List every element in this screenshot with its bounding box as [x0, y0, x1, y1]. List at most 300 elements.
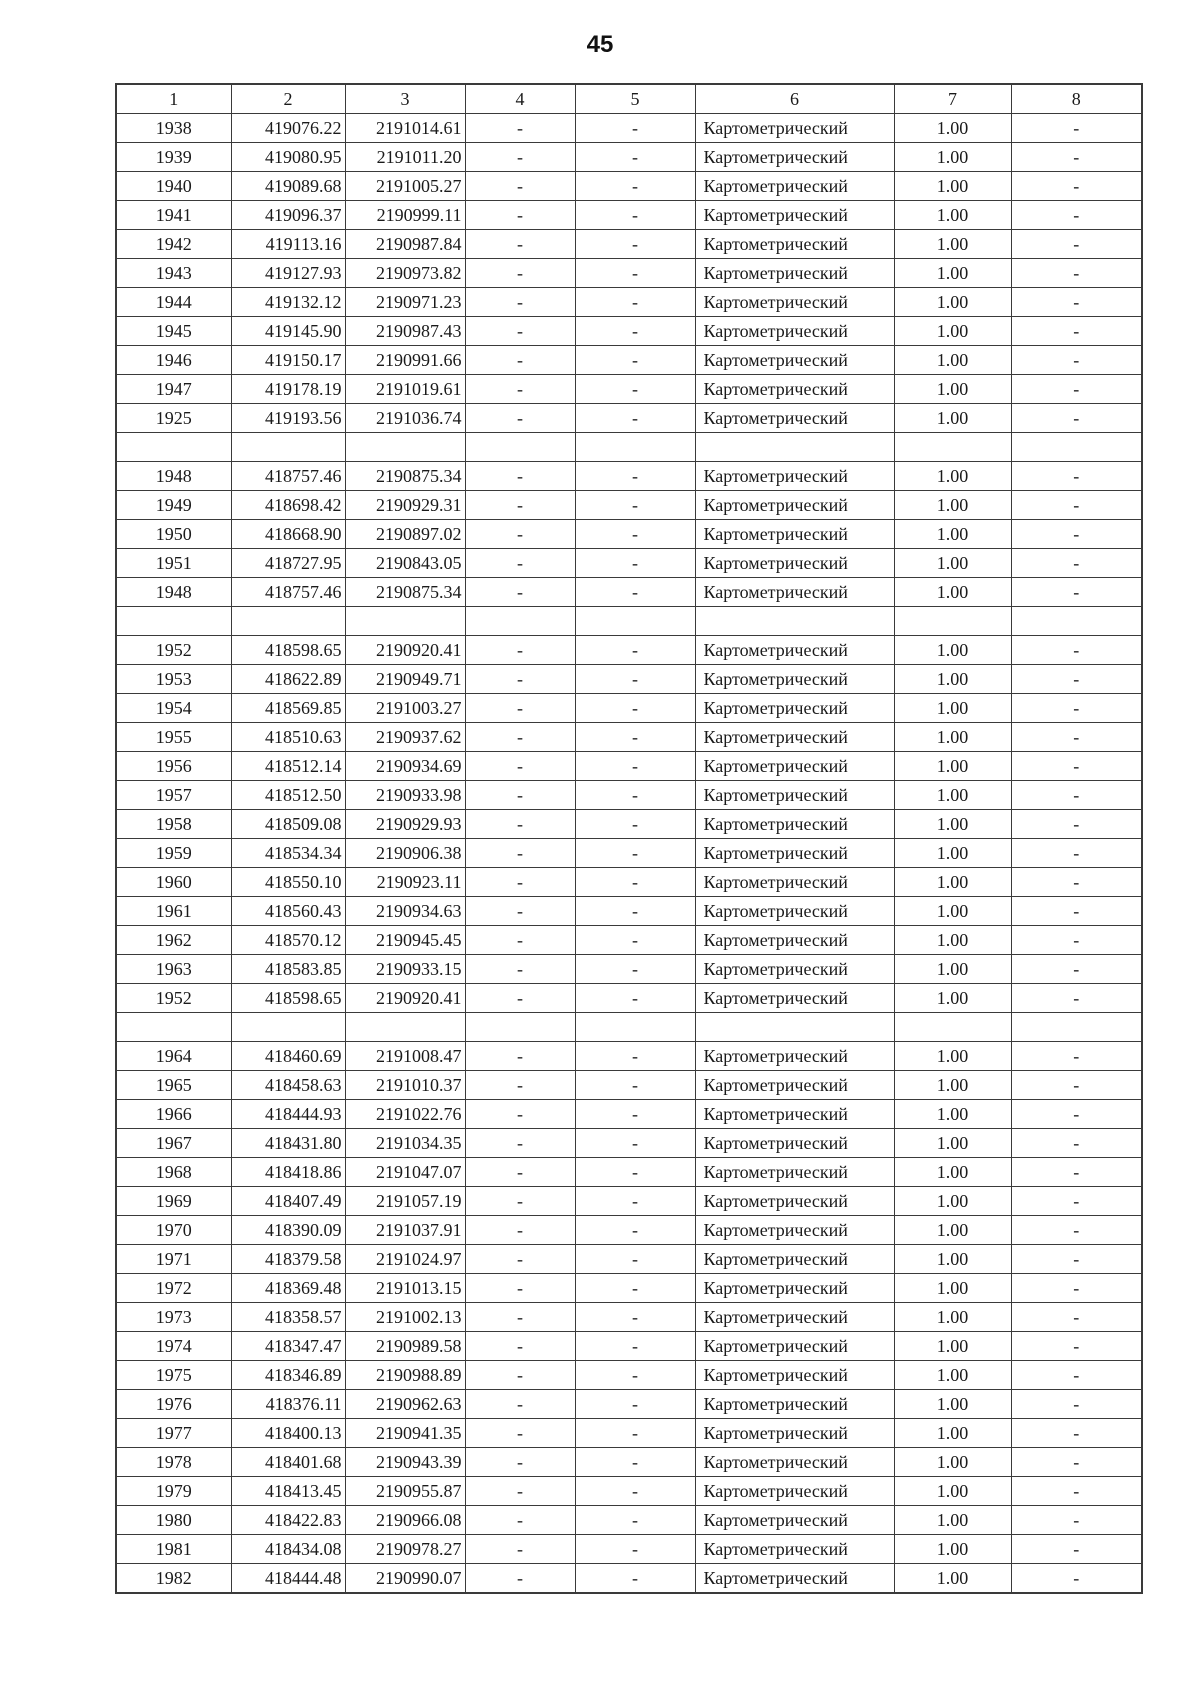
table-cell-col-8: -	[1011, 897, 1142, 926]
table-cell-col-8: -	[1011, 810, 1142, 839]
table-cell-col-1: 1959	[116, 839, 231, 868]
table-cell-col-6: Картометрический	[695, 143, 894, 172]
table-cell-col-2: 418512.50	[231, 781, 345, 810]
table-cell-col-5: -	[575, 984, 695, 1013]
table-cell-col-3: 2191013.15	[345, 1274, 465, 1303]
table-cell-empty	[695, 607, 894, 636]
table-row	[116, 1477, 1142, 1506]
table-separator-row	[116, 433, 1142, 462]
table-cell-col-4: -	[465, 230, 575, 259]
table-cell-col-4: -	[465, 1332, 575, 1361]
table-cell-col-1: 1960	[116, 868, 231, 897]
column-header-6: 6	[695, 84, 894, 114]
table-cell-col-7: 1.00	[894, 1303, 1011, 1332]
table-cell-col-3: 2191036.74	[345, 404, 465, 433]
table-cell-col-2: 419096.37	[231, 201, 345, 230]
table-cell-col-8: -	[1011, 491, 1142, 520]
table-cell-col-4: -	[465, 259, 575, 288]
table-cell-col-1: 1942	[116, 230, 231, 259]
table-row	[116, 955, 1142, 984]
table-cell-col-6: Картометрический	[695, 1361, 894, 1390]
table-cell-col-7: 1.00	[894, 201, 1011, 230]
table-cell-col-3: 2190937.62	[345, 723, 465, 752]
table-cell-col-7: 1.00	[894, 955, 1011, 984]
table-cell-col-6: Картометрический	[695, 375, 894, 404]
table-cell-col-4: -	[465, 1187, 575, 1216]
table-cell-col-6: Картометрический	[695, 1564, 894, 1594]
table-cell-col-7: 1.00	[894, 346, 1011, 375]
table-cell-col-7: 1.00	[894, 230, 1011, 259]
table-cell-empty	[575, 607, 695, 636]
table-row	[116, 143, 1142, 172]
table-cell-col-5: -	[575, 752, 695, 781]
table-cell-col-4: -	[465, 1535, 575, 1564]
table-cell-col-8: -	[1011, 1419, 1142, 1448]
table-cell-col-1: 1979	[116, 1477, 231, 1506]
table-cell-col-7: 1.00	[894, 520, 1011, 549]
table-cell-empty	[894, 433, 1011, 462]
table-cell-col-1: 1969	[116, 1187, 231, 1216]
table-cell-col-6: Картометрический	[695, 984, 894, 1013]
table-cell-col-7: 1.00	[894, 317, 1011, 346]
column-header-5: 5	[575, 84, 695, 114]
table-row	[116, 578, 1142, 607]
table-cell-col-7: 1.00	[894, 1477, 1011, 1506]
table-cell-col-1: 1978	[116, 1448, 231, 1477]
table-cell-col-4: -	[465, 752, 575, 781]
table-cell-col-4: -	[465, 549, 575, 578]
table-cell-col-2: 418431.80	[231, 1129, 345, 1158]
table-cell-col-3: 2190987.43	[345, 317, 465, 346]
table-cell-empty	[575, 433, 695, 462]
table-cell-col-3: 2190933.98	[345, 781, 465, 810]
table-cell-col-1: 1968	[116, 1158, 231, 1187]
table-cell-col-6: Картометрический	[695, 839, 894, 868]
table-row	[116, 259, 1142, 288]
table-cell-col-3: 2190973.82	[345, 259, 465, 288]
page-number: 45	[586, 31, 614, 58]
table-cell-col-3: 2190962.63	[345, 1390, 465, 1419]
table-cell-empty	[894, 1013, 1011, 1042]
table-cell-col-7: 1.00	[894, 1332, 1011, 1361]
column-header-3: 3	[345, 84, 465, 114]
column-header-8: 8	[1011, 84, 1142, 114]
table-cell-col-8: -	[1011, 143, 1142, 172]
table-cell-col-5: -	[575, 1535, 695, 1564]
table-cell-empty	[465, 607, 575, 636]
table-cell-col-3: 2191034.35	[345, 1129, 465, 1158]
table-cell-col-6: Картометрический	[695, 1071, 894, 1100]
table-cell-col-1: 1944	[116, 288, 231, 317]
table-cell-col-2: 418358.57	[231, 1303, 345, 1332]
table-cell-col-4: -	[465, 1477, 575, 1506]
table-row	[116, 201, 1142, 230]
table-cell-col-4: -	[465, 984, 575, 1013]
table-row	[116, 375, 1142, 404]
table-cell-col-8: -	[1011, 1187, 1142, 1216]
table-cell-col-1: 1925	[116, 404, 231, 433]
table-cell-col-6: Картометрический	[695, 1303, 894, 1332]
table-cell-col-7: 1.00	[894, 926, 1011, 955]
table-cell-col-5: -	[575, 636, 695, 665]
table-cell-col-1: 1965	[116, 1071, 231, 1100]
table-cell-col-4: -	[465, 404, 575, 433]
table-cell-col-2: 418444.93	[231, 1100, 345, 1129]
table-cell-col-4: -	[465, 1390, 575, 1419]
table-cell-empty	[231, 1013, 345, 1042]
table-cell-col-5: -	[575, 1477, 695, 1506]
table-row	[116, 984, 1142, 1013]
table-cell-col-2: 418444.48	[231, 1564, 345, 1594]
table-cell-col-8: -	[1011, 1303, 1142, 1332]
table-cell-col-2: 419127.93	[231, 259, 345, 288]
table-cell-col-8: -	[1011, 636, 1142, 665]
table-cell-col-3: 2190875.34	[345, 462, 465, 491]
table-cell-col-3: 2191019.61	[345, 375, 465, 404]
table-cell-col-2: 418434.08	[231, 1535, 345, 1564]
table-cell-col-1: 1950	[116, 520, 231, 549]
table-cell-col-4: -	[465, 955, 575, 984]
table-cell-col-2: 418369.48	[231, 1274, 345, 1303]
table-cell-col-8: -	[1011, 201, 1142, 230]
table-cell-col-2: 418347.47	[231, 1332, 345, 1361]
table-cell-col-5: -	[575, 1361, 695, 1390]
table-row	[116, 1042, 1142, 1071]
table-row	[116, 1071, 1142, 1100]
table-cell-col-2: 418550.10	[231, 868, 345, 897]
table-row	[116, 810, 1142, 839]
table-cell-col-8: -	[1011, 1477, 1142, 1506]
table-cell-col-4: -	[465, 1361, 575, 1390]
table-cell-col-6: Картометрический	[695, 1216, 894, 1245]
table-cell-empty	[116, 433, 231, 462]
table-cell-col-4: -	[465, 1274, 575, 1303]
table-cell-empty	[695, 1013, 894, 1042]
table-row	[116, 549, 1142, 578]
table-cell-col-7: 1.00	[894, 1042, 1011, 1071]
table-cell-col-8: -	[1011, 694, 1142, 723]
table-cell-empty	[1011, 607, 1142, 636]
table-cell-col-1: 1945	[116, 317, 231, 346]
table-cell-col-7: 1.00	[894, 781, 1011, 810]
table-cell-col-6: Картометрический	[695, 1245, 894, 1274]
table-cell-col-5: -	[575, 578, 695, 607]
table-cell-col-4: -	[465, 288, 575, 317]
table-cell-col-6: Картометрический	[695, 694, 894, 723]
table-row	[116, 404, 1142, 433]
table-cell-col-6: Картометрический	[695, 636, 894, 665]
table-cell-col-7: 1.00	[894, 752, 1011, 781]
table-cell-col-2: 418400.13	[231, 1419, 345, 1448]
table-cell-col-4: -	[465, 723, 575, 752]
table-cell-col-2: 419113.16	[231, 230, 345, 259]
table-row	[116, 839, 1142, 868]
table-cell-col-1: 1947	[116, 375, 231, 404]
table-cell-col-8: -	[1011, 1042, 1142, 1071]
table-cell-col-4: -	[465, 346, 575, 375]
table-cell-col-1: 1973	[116, 1303, 231, 1332]
table-cell-col-5: -	[575, 491, 695, 520]
table-cell-col-1: 1958	[116, 810, 231, 839]
table-cell-col-8: -	[1011, 288, 1142, 317]
table-cell-col-4: -	[465, 375, 575, 404]
table-cell-col-2: 418569.85	[231, 694, 345, 723]
table-cell-col-3: 2190955.87	[345, 1477, 465, 1506]
table-cell-col-6: Картометрический	[695, 1129, 894, 1158]
table-cell-col-7: 1.00	[894, 491, 1011, 520]
table-cell-col-8: -	[1011, 1564, 1142, 1594]
table-row	[116, 1390, 1142, 1419]
table-cell-col-8: -	[1011, 1390, 1142, 1419]
table-cell-col-3: 2191047.07	[345, 1158, 465, 1187]
table-cell-col-2: 418598.65	[231, 636, 345, 665]
table-cell-col-7: 1.00	[894, 462, 1011, 491]
table-cell-col-7: 1.00	[894, 1448, 1011, 1477]
table-cell-col-6: Картометрический	[695, 346, 894, 375]
table-cell-col-2: 418401.68	[231, 1448, 345, 1477]
table-cell-col-7: 1.00	[894, 810, 1011, 839]
table-cell-col-6: Картометрический	[695, 1332, 894, 1361]
table-cell-col-7: 1.00	[894, 636, 1011, 665]
table-cell-col-4: -	[465, 636, 575, 665]
table-row	[116, 1274, 1142, 1303]
table-cell-col-5: -	[575, 317, 695, 346]
table-cell-col-1: 1952	[116, 984, 231, 1013]
table-cell-col-4: -	[465, 114, 575, 143]
table-cell-col-1: 1971	[116, 1245, 231, 1274]
table-cell-empty	[345, 1013, 465, 1042]
table-cell-col-8: -	[1011, 1245, 1142, 1274]
column-header-1: 1	[116, 84, 231, 114]
table-cell-col-4: -	[465, 143, 575, 172]
table-row	[116, 752, 1142, 781]
table-cell-col-3: 2190989.58	[345, 1332, 465, 1361]
table-cell-col-7: 1.00	[894, 578, 1011, 607]
table-row	[116, 1332, 1142, 1361]
table-cell-col-5: -	[575, 288, 695, 317]
table-cell-col-3: 2191011.20	[345, 143, 465, 172]
table-cell-col-8: -	[1011, 1100, 1142, 1129]
table-cell-col-3: 2190929.31	[345, 491, 465, 520]
table-row	[116, 520, 1142, 549]
table-row	[116, 723, 1142, 752]
table-row	[116, 1100, 1142, 1129]
table-cell-col-2: 418422.83	[231, 1506, 345, 1535]
table-cell-col-6: Картометрический	[695, 1187, 894, 1216]
table-cell-col-1: 1948	[116, 578, 231, 607]
table-row	[116, 1535, 1142, 1564]
table-row	[116, 1303, 1142, 1332]
table-row	[116, 1187, 1142, 1216]
table-cell-col-1: 1957	[116, 781, 231, 810]
table-cell-col-4: -	[465, 462, 575, 491]
table-cell-col-5: -	[575, 723, 695, 752]
table-cell-col-2: 418460.69	[231, 1042, 345, 1071]
table-cell-col-2: 418390.09	[231, 1216, 345, 1245]
table-cell-col-5: -	[575, 868, 695, 897]
table-row	[116, 636, 1142, 665]
table-cell-col-5: -	[575, 404, 695, 433]
table-cell-col-1: 1946	[116, 346, 231, 375]
table-cell-col-8: -	[1011, 1361, 1142, 1390]
table-cell-col-5: -	[575, 1129, 695, 1158]
table-cell-empty	[116, 1013, 231, 1042]
table-cell-col-8: -	[1011, 984, 1142, 1013]
table-cell-col-6: Картометрический	[695, 1274, 894, 1303]
table-cell-col-4: -	[465, 1100, 575, 1129]
table-cell-col-3: 2190999.11	[345, 201, 465, 230]
table-cell-col-2: 419178.19	[231, 375, 345, 404]
table-cell-col-5: -	[575, 1042, 695, 1071]
table-cell-col-1: 1970	[116, 1216, 231, 1245]
table-cell-col-7: 1.00	[894, 1274, 1011, 1303]
table-cell-col-6: Картометрический	[695, 1535, 894, 1564]
table-cell-col-6: Картометрический	[695, 810, 894, 839]
column-header-4: 4	[465, 84, 575, 114]
table-cell-col-7: 1.00	[894, 1564, 1011, 1594]
table-cell-col-8: -	[1011, 868, 1142, 897]
table-cell-col-1: 1972	[116, 1274, 231, 1303]
table-cell-col-6: Картометрический	[695, 1100, 894, 1129]
table-cell-col-3: 2190943.39	[345, 1448, 465, 1477]
table-cell-col-4: -	[465, 781, 575, 810]
table-cell-col-3: 2190945.45	[345, 926, 465, 955]
table-cell-col-4: -	[465, 1564, 575, 1594]
table-cell-col-1: 1976	[116, 1390, 231, 1419]
table-row	[116, 897, 1142, 926]
table-cell-col-4: -	[465, 520, 575, 549]
table-cell-col-6: Картометрический	[695, 578, 894, 607]
table-cell-col-4: -	[465, 172, 575, 201]
table-cell-col-6: Картометрический	[695, 1506, 894, 1535]
table-row	[116, 1361, 1142, 1390]
table-row	[116, 114, 1142, 143]
table-cell-col-3: 2191002.13	[345, 1303, 465, 1332]
table-cell-col-7: 1.00	[894, 259, 1011, 288]
table-cell-col-7: 1.00	[894, 1419, 1011, 1448]
table-cell-col-6: Картометрический	[695, 462, 894, 491]
table-cell-col-3: 2190897.02	[345, 520, 465, 549]
table-cell-col-7: 1.00	[894, 375, 1011, 404]
table-cell-col-4: -	[465, 810, 575, 839]
table-cell-col-3: 2190966.08	[345, 1506, 465, 1535]
table-row	[116, 1419, 1142, 1448]
table-cell-col-7: 1.00	[894, 1100, 1011, 1129]
table-cell-col-6: Картометрический	[695, 723, 894, 752]
table-cell-col-5: -	[575, 1506, 695, 1535]
table-cell-col-5: -	[575, 665, 695, 694]
table-cell-col-5: -	[575, 346, 695, 375]
table-cell-empty	[116, 607, 231, 636]
table-cell-col-7: 1.00	[894, 1158, 1011, 1187]
table-cell-col-6: Картометрический	[695, 1448, 894, 1477]
table-cell-col-8: -	[1011, 375, 1142, 404]
table-cell-col-3: 2190988.89	[345, 1361, 465, 1390]
table-cell-col-2: 418458.63	[231, 1071, 345, 1100]
table-cell-col-1: 1963	[116, 955, 231, 984]
table-cell-col-3: 2191022.76	[345, 1100, 465, 1129]
table-cell-col-7: 1.00	[894, 1216, 1011, 1245]
table-cell-col-4: -	[465, 1303, 575, 1332]
table-cell-col-5: -	[575, 114, 695, 143]
table-cell-col-5: -	[575, 1071, 695, 1100]
table-cell-col-7: 1.00	[894, 1245, 1011, 1274]
table-cell-col-4: -	[465, 491, 575, 520]
table-cell-col-2: 418570.12	[231, 926, 345, 955]
table-cell-col-3: 2190978.27	[345, 1535, 465, 1564]
table-cell-col-6: Картометрический	[695, 172, 894, 201]
table-cell-col-6: Картометрический	[695, 114, 894, 143]
table-row	[116, 781, 1142, 810]
table-cell-col-4: -	[465, 897, 575, 926]
table-cell-empty	[695, 433, 894, 462]
table-cell-col-3: 2190933.15	[345, 955, 465, 984]
table-cell-col-6: Картометрический	[695, 404, 894, 433]
table-cell-empty	[1011, 433, 1142, 462]
table-cell-col-8: -	[1011, 317, 1142, 346]
table-cell-col-8: -	[1011, 549, 1142, 578]
table-cell-col-2: 418583.85	[231, 955, 345, 984]
table-cell-col-2: 418346.89	[231, 1361, 345, 1390]
table-cell-col-2: 419132.12	[231, 288, 345, 317]
table-cell-col-4: -	[465, 1419, 575, 1448]
table-cell-col-5: -	[575, 810, 695, 839]
table-cell-col-2: 418510.63	[231, 723, 345, 752]
table-cell-col-8: -	[1011, 1274, 1142, 1303]
table-cell-col-8: -	[1011, 1071, 1142, 1100]
table-cell-col-5: -	[575, 955, 695, 984]
table-row	[116, 317, 1142, 346]
table-cell-col-8: -	[1011, 259, 1142, 288]
table-cell-col-8: -	[1011, 1535, 1142, 1564]
table-cell-col-3: 2190971.23	[345, 288, 465, 317]
table-cell-col-3: 2190934.63	[345, 897, 465, 926]
table-cell-col-4: -	[465, 694, 575, 723]
table-cell-col-7: 1.00	[894, 143, 1011, 172]
table-cell-col-2: 418413.45	[231, 1477, 345, 1506]
table-cell-col-3: 2191010.37	[345, 1071, 465, 1100]
table-cell-col-5: -	[575, 1187, 695, 1216]
table-cell-col-6: Картометрический	[695, 259, 894, 288]
table-cell-col-7: 1.00	[894, 1071, 1011, 1100]
table-cell-col-8: -	[1011, 1158, 1142, 1187]
table-cell-col-2: 418407.49	[231, 1187, 345, 1216]
table-cell-col-6: Картометрический	[695, 868, 894, 897]
table-cell-col-5: -	[575, 694, 695, 723]
table-cell-col-6: Картометрический	[695, 1158, 894, 1187]
table-cell-col-7: 1.00	[894, 172, 1011, 201]
table-cell-col-8: -	[1011, 172, 1142, 201]
table-cell-col-1: 1956	[116, 752, 231, 781]
table-cell-col-8: -	[1011, 839, 1142, 868]
table-cell-col-8: -	[1011, 520, 1142, 549]
column-header-7: 7	[894, 84, 1011, 114]
table-cell-col-4: -	[465, 1245, 575, 1274]
table-cell-col-2: 418622.89	[231, 665, 345, 694]
table-cell-col-5: -	[575, 1390, 695, 1419]
table-cell-col-1: 1938	[116, 114, 231, 143]
table-cell-col-8: -	[1011, 230, 1142, 259]
table-cell-col-2: 419089.68	[231, 172, 345, 201]
table-cell-col-7: 1.00	[894, 1506, 1011, 1535]
table-row	[116, 926, 1142, 955]
table-cell-col-1: 1949	[116, 491, 231, 520]
table-cell-col-3: 2190934.69	[345, 752, 465, 781]
table-cell-col-4: -	[465, 201, 575, 230]
table-cell-col-6: Картометрический	[695, 1419, 894, 1448]
table-cell-col-8: -	[1011, 404, 1142, 433]
table-row	[116, 1216, 1142, 1245]
